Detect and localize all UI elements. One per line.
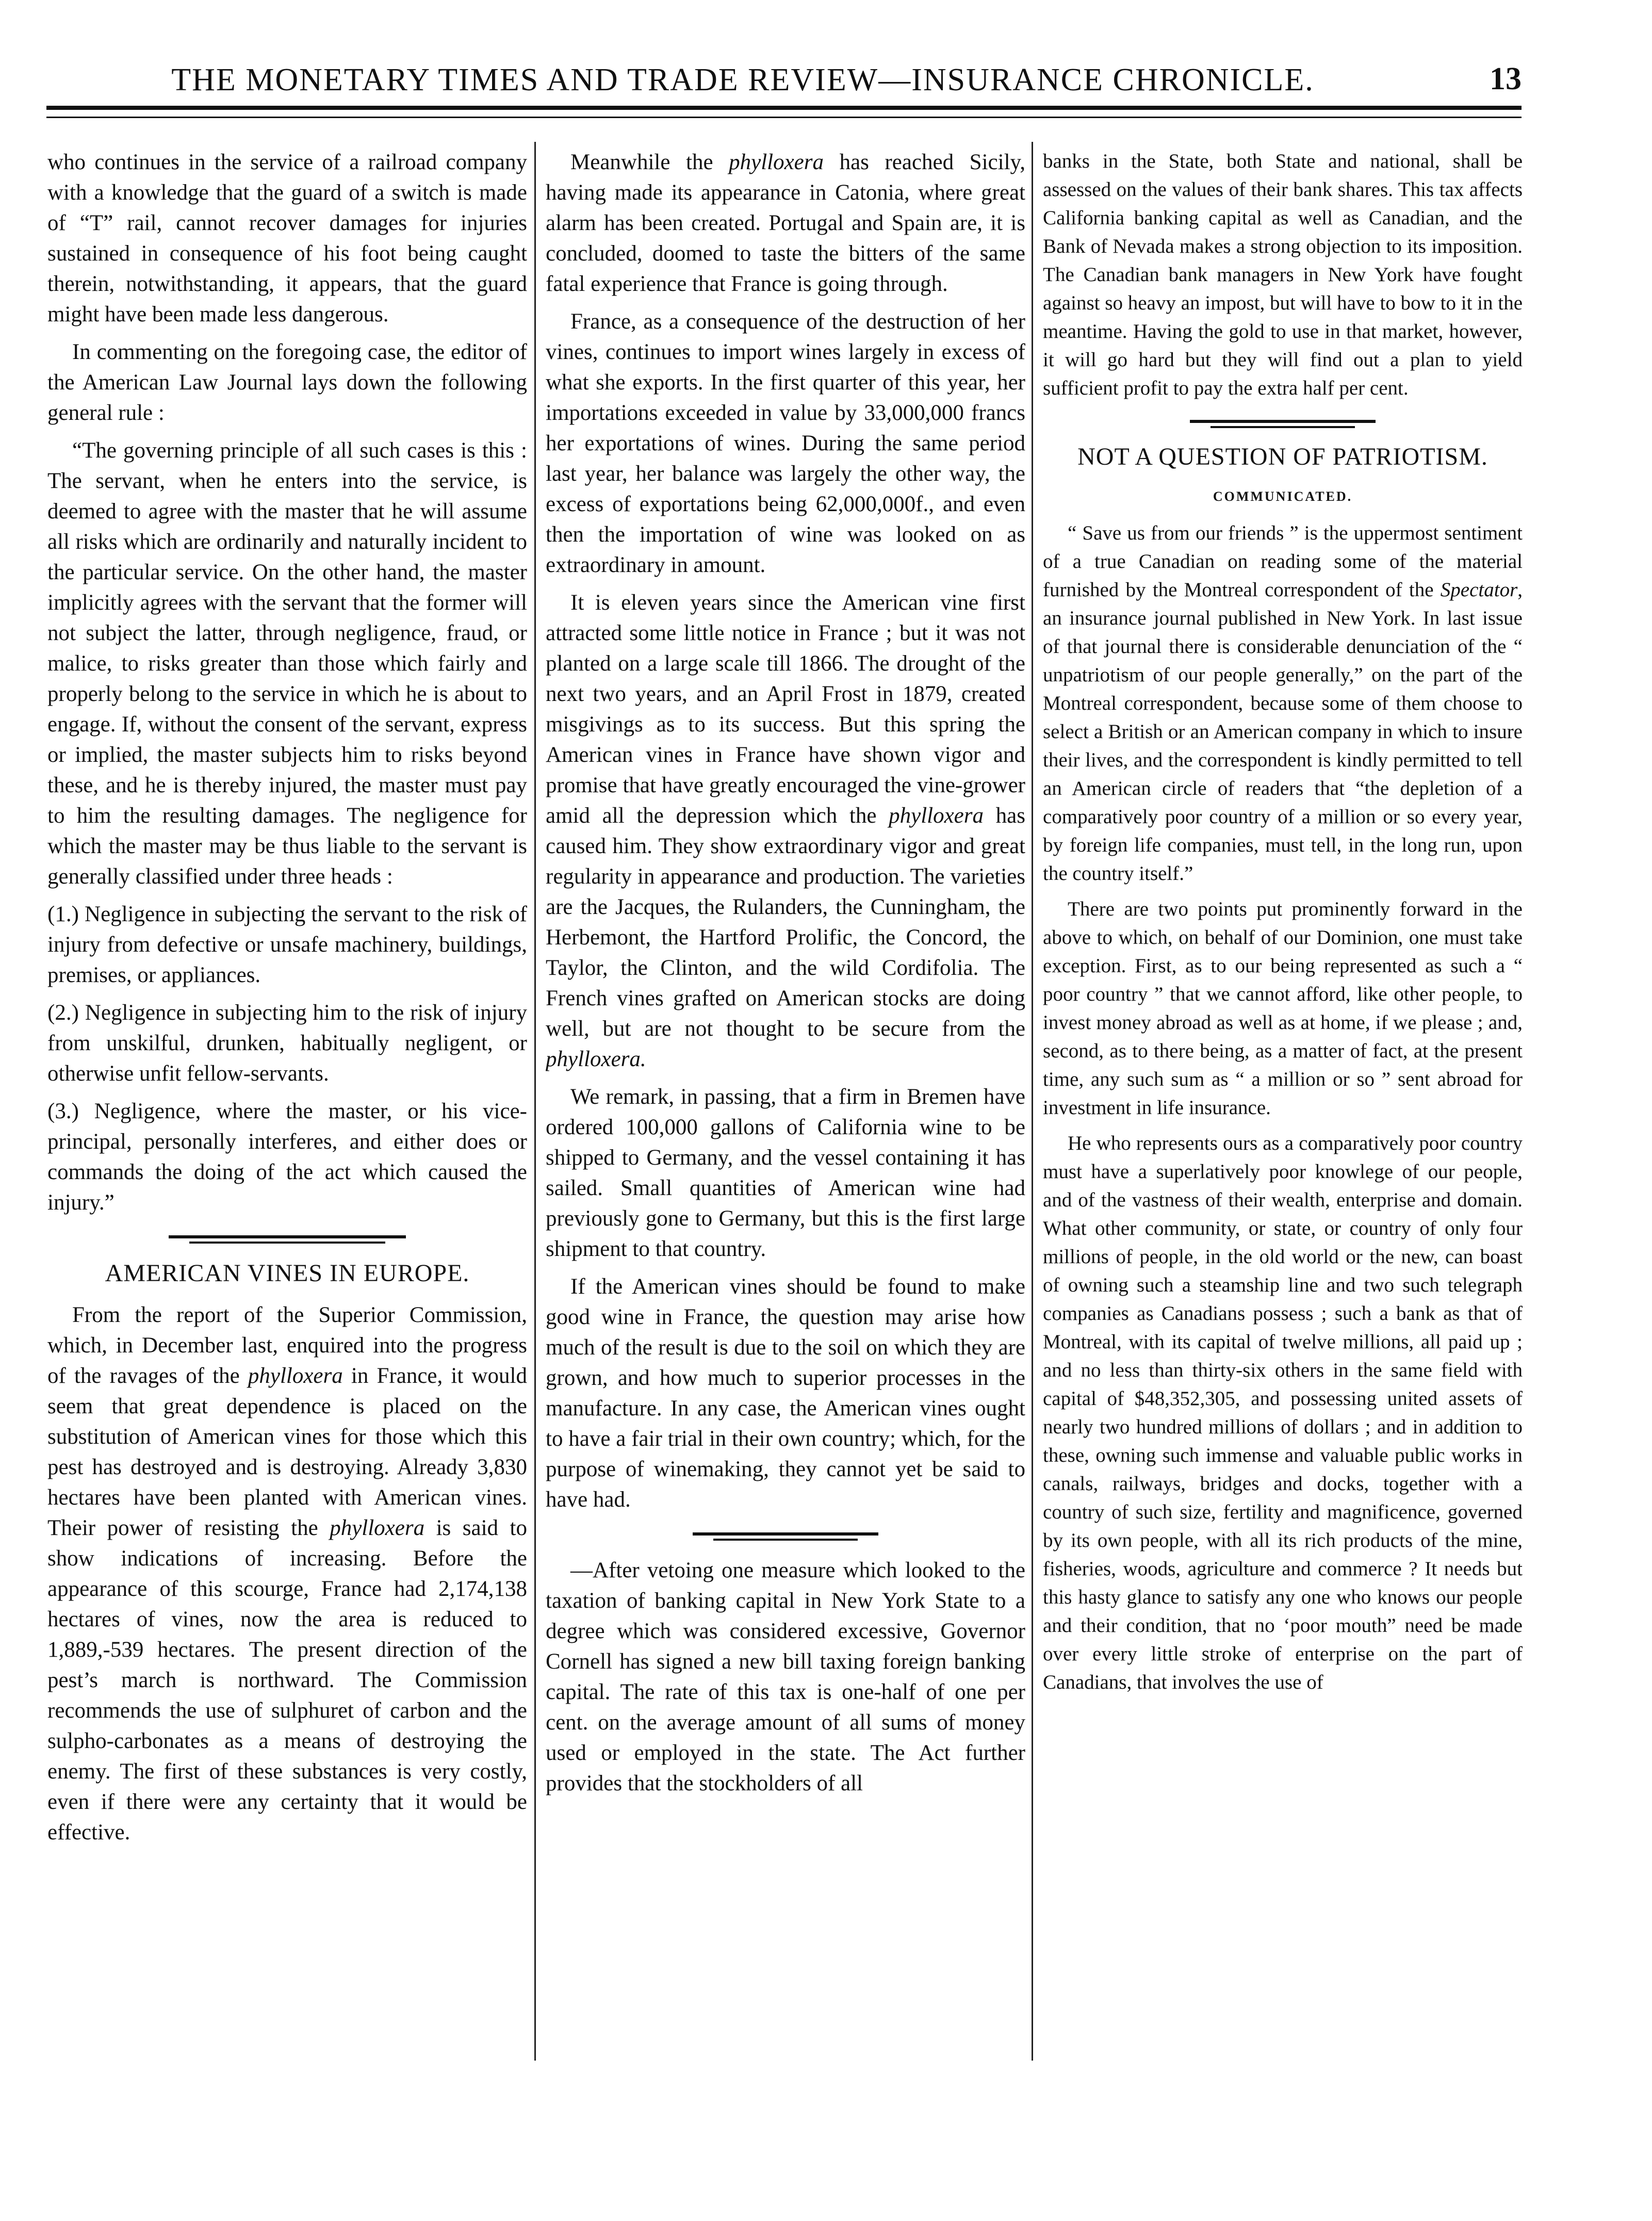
paragraph: “ Save us from our friends ” is the uppermost sentiment of a true Canadian on reading some of the material furnished by the Montreal correspondent of the Spectator, an insurance journal published in New York. In last issue of that journal there is considerable denunciation of the “ unpatriotism of our people generally,” on the part of the Montreal correspondent, because some of them choose to select a British or an American company in which to insure their lives, and the correspondent is kindly permitted to tell an American circle of readers that “the depletion of a comparatively poor country of a million or so every year, by foreign life companies, must tell, in the long run, upon the country itself.”: [1043, 522, 1523, 885]
paragraph: We remark, in passing, that a firm in Bremen have ordered 100,000 gallons of California wine to be shipped to Germany, and the vessel containing it has sailed. Small quantities of American wine had previously gone to Germany, but this is the first large shipment to that country.: [546, 1085, 1025, 1261]
list-item: (1.) Negligence in subjecting the servant to the risk of injury from defective or unsafe machinery, buildings, premises, or appliances.: [47, 902, 527, 987]
page-header: [46, 52, 1522, 98]
paragraph: It is eleven years since the American vine first attracted some little notice in France ; but it was not planted on a large scale till 1866. The drought of the next two years, and an April Frost in 1879, created misgivings as to its success. But this spring the American vines in France have shown vigor and promise that have greatly encouraged the vine-grower amid all the depression which the phylloxera has caused him. They show extraordinary vigor and great regularity in appearance and production. The varieties are the Jacques, the Rulanders, the Cunningham, the Herbemont, the Hartford Prolific, the Concord, the Taylor, the Clinton, and the wild Cordifolia. The French vines grafted on American stocks are doing well, but are not thought to be secure from the phylloxera.: [546, 591, 1025, 1071]
publication-title: THE MONETARY TIMES AND TRADE REVIEW—INSURANCE CHRONICLE.: [171, 62, 1314, 97]
column-1: [47, 147, 527, 2122]
section-divider: [693, 1532, 878, 1543]
column-2: [546, 147, 1025, 2122]
paragraph: Meanwhile the phylloxera has reached Sicily, having made its appearance in Catonia, where great alarm has been created. Portugal and Spain are, it is concluded, doomed to taste the bitters of the same fatal experience that France is going through.: [546, 150, 1025, 296]
quotation-paragraph: “The governing principle of all such cases is this : The servant, when he enters into the service, is deemed to agree with the master that he will assume all risks which are ordinarily and naturally incident to the particular service. On the other hand, the master implicitly agrees with the servant that the former will not subject the latter, through negligence, fraud, or malice, to risks greater than those which fairly and properly belong to the service in which he is about to engage. If, without the consent of the servant, express or implied, the master subjects him to risks beyond these, and he is thereby injured, the master must pay to him the resulting damages. The negligence for which the master may be thus liable to the servant is generally classified under three heads :: [47, 438, 527, 889]
article-subheading: COMMUNICATED.: [1213, 489, 1353, 504]
section-divider: [169, 1235, 406, 1246]
paragraph: From the report of the Superior Commission, which, in December last, enquired into the progress of the ravages of the phylloxera in France, it would seem that great dependence is placed on the substitution of American vines for those which this pest has destroyed and is destroying. Already 3,830 hectares have been planted with American vines. Their power of resisting the phylloxera is said to show indications of increasing. Before the appearance of this scourge, France had 2,174,138 hectares of vines, now the area is reduced to 1,889,-539 hectares. The present direction of the pest’s march is northward. The Commission recommends the use of sulphuret of carbon and the sulpho-carbonates as a means of destroying the enemy. The first of these substances is very costly, even if there were any certainty that it would be effective.: [47, 1303, 527, 1844]
paragraph: He who represents ours as a comparatively poor country must have a superlatively poor knowlege of our people, and of the vastness of their wealth, enterprise and domain. What other community, or state, or country of only four millions of people, in the old world or the new, can boast of owning such a steamship line and two such telegraph companies as Canadians possess ; such a bank as that of Montreal, with its capital of twelve millions, all paid up ; and no less than thirty-six others in the same field with capital of $48,352,305, and possessing united assets of nearly two hundred millions of dollars ; and in addition to these, owning such immense and valuable public works in canals, railways, bridges and docks, together with a country of such size, fertility and magnificence, governed by its own people, with all its rich products of the mine, fisheries, woods, agriculture and commerce ? It needs but this hasty glance to satisfy any one who knows our people and their condition, that no ‘poor mouth” need be made over every little stroke of enterprise on the part of Canadians, that involves the use of: [1043, 1132, 1523, 1693]
paragraph: In commenting on the foregoing case, the editor of the American Law Journal lays down the following general rule :: [47, 340, 527, 425]
paragraph: There are two points put prominently forward in the above to which, on behalf of our Dominion, one must take exception. First, as to our being represented as such a “ poor country ” that we cannot afford, like other people, to invest money abroad as well as at home, if we please ; and, second, as to there being, as a matter of fact, at the present time, any such sum as “ a million or so ” sent abroad for investment in life insurance.: [1043, 898, 1523, 1119]
column-divider-2: [1032, 142, 1033, 2061]
article-heading: AMERICAN VINES IN EUROPE.: [105, 1260, 470, 1287]
article-heading: NOT A QUESTION OF PATRIOTISM.: [1077, 443, 1488, 470]
paragraph: banks in the State, both State and national, shall be assessed on the values of their bank shares. This tax affects California banking capital as well as Canadian, and the Bank of Nevada makes a strong objection to its imposition. The Canadian bank managers in New York have fought against so heavy an impost, but will have to bow to it in the meantime. Having the gold to use in that market, however, it will go hard but they will find out a plan to yield sufficient profit to pay the extra half per cent.: [1043, 150, 1523, 399]
column-divider-1: [534, 142, 536, 2061]
page-number: 13: [1490, 61, 1522, 96]
list-item: (2.) Negligence in subjecting him to the risk of injury from unskilful, drunken, habitually negligent, or otherwise unfit fellow-servants.: [47, 1001, 527, 1086]
paragraph: —After vetoing one measure which looked to the taxation of banking capital in New York State to a degree which was considered excessive, Governor Cornell has signed a new bill taxing foreign banking capital. The rate of this tax is one-half of one per cent. on the average amount of all sums of money used or employed in the state. The Act further provides that the stockholders of all: [546, 1558, 1025, 1795]
column-3: [1043, 147, 1523, 2122]
header-rule-thin: [46, 117, 1522, 118]
header-rule-thick: [46, 106, 1522, 110]
list-item: (3.) Negligence, where the master, or his vice-principal, personally interferes, and either does or commands the doing of the act which caused the injury.”: [47, 1099, 527, 1215]
paragraph: who continues in the service of a railroad company with a knowledge that the guard of a switch is made of “T” rail, cannot recover damages for injuries sustained in consequence of his foot being caught therein, notwithstanding, it appears, that the guard might have been made less dangerous.: [47, 150, 527, 326]
section-divider: [1190, 420, 1376, 430]
paragraph: If the American vines should be found to make good wine in France, the question may arise how much of the result is due to the soil on which they are grown, and how much to superior processes in the manufacture. In any case, the American vines ought to have a fair trial in their own country; which, for the purpose of winemaking, they cannot yet be said to have had.: [546, 1275, 1025, 1512]
paragraph: France, as a consequence of the destruction of her vines, continues to import wines largely in excess of what she exports. In the first quarter of this year, her importations exceeded in value by 33,000,000 francs her exportations of wines. During the same period last year, her balance was largely the other way, the excess of exportations being 62,000,000f., and even then the importation of wine was looked on as extraordinary in amount.: [546, 309, 1025, 577]
